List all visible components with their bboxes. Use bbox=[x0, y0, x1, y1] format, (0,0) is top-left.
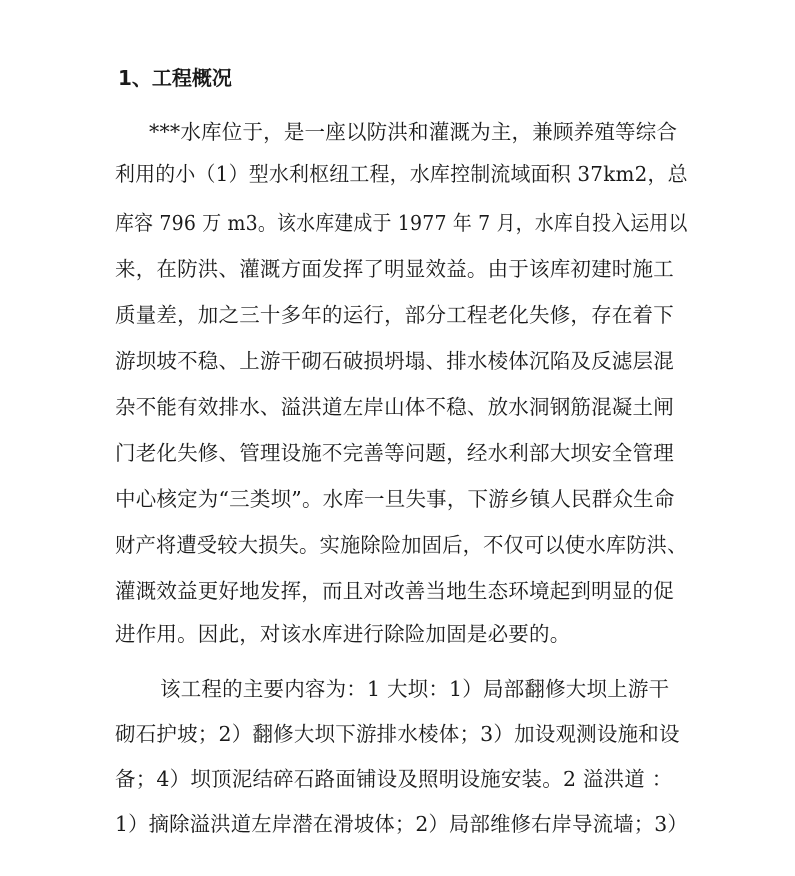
paragraph-line: 财产将遭受较大损失。实施除险加固后，不仅可以使水库防洪、 bbox=[115, 533, 688, 557]
section-heading: 1、工程概况 bbox=[118, 66, 232, 90]
paragraph-line: 来，在防洪、灌溉方面发挥了明显效益。由于该库初建时施工 bbox=[115, 257, 674, 281]
paragraph-line: 砌石护坡；2）翻修大坝下游排水棱体；3）加设观测设施和设 bbox=[115, 722, 680, 746]
paragraph-line: 进作用。因此，对该水库进行除险加固是必要的。 bbox=[115, 622, 571, 646]
paragraph-line: 门老化失修、管理设施不完善等问题，经水利部大坝安全管理 bbox=[115, 441, 674, 465]
paragraph-line: 质量差，加之三十多年的运行，部分工程老化失修，存在着下 bbox=[115, 303, 674, 327]
paragraph-line: 游坝坡不稳、上游干砌石破损坍塌、排水棱体沉陷及反滤层混 bbox=[115, 349, 674, 373]
paragraph-line: 库容 796 万 m3。该水库建成于 1977 年 7 月，水库自投入运用以 bbox=[115, 211, 688, 235]
paragraph-line: 杂不能有效排水、溢洪道左岸山体不稳、放水洞钢筋混凝土闸 bbox=[115, 395, 674, 419]
paragraph-line: ***水库位于，是一座以防洪和灌溉为主，兼顾养殖等综合 bbox=[149, 120, 678, 144]
paragraph-line: 利用的小（1）型水利枢纽工程，水库控制流域面积 37km2，总 bbox=[115, 162, 688, 186]
paragraph-line: 中心核定为“三类坝”。水库一旦失事，下游乡镇人民群众生命 bbox=[115, 487, 675, 511]
paragraph-line: 备；4）坝顶泥结碎石路面铺设及照明设施安装。2 溢洪道 ： bbox=[115, 767, 673, 791]
paragraph-line: 1）摘除溢洪道左岸潜在滑坡体；2）局部维修右岸导流墙；3） bbox=[115, 812, 688, 836]
paragraph-line: 灌溉效益更好地发挥，而且对改善当地生态环境起到明显的促 bbox=[115, 579, 674, 603]
paragraph-line: 该工程的主要内容为：1 大坝：1）局部翻修大坝上游干 bbox=[160, 677, 670, 701]
